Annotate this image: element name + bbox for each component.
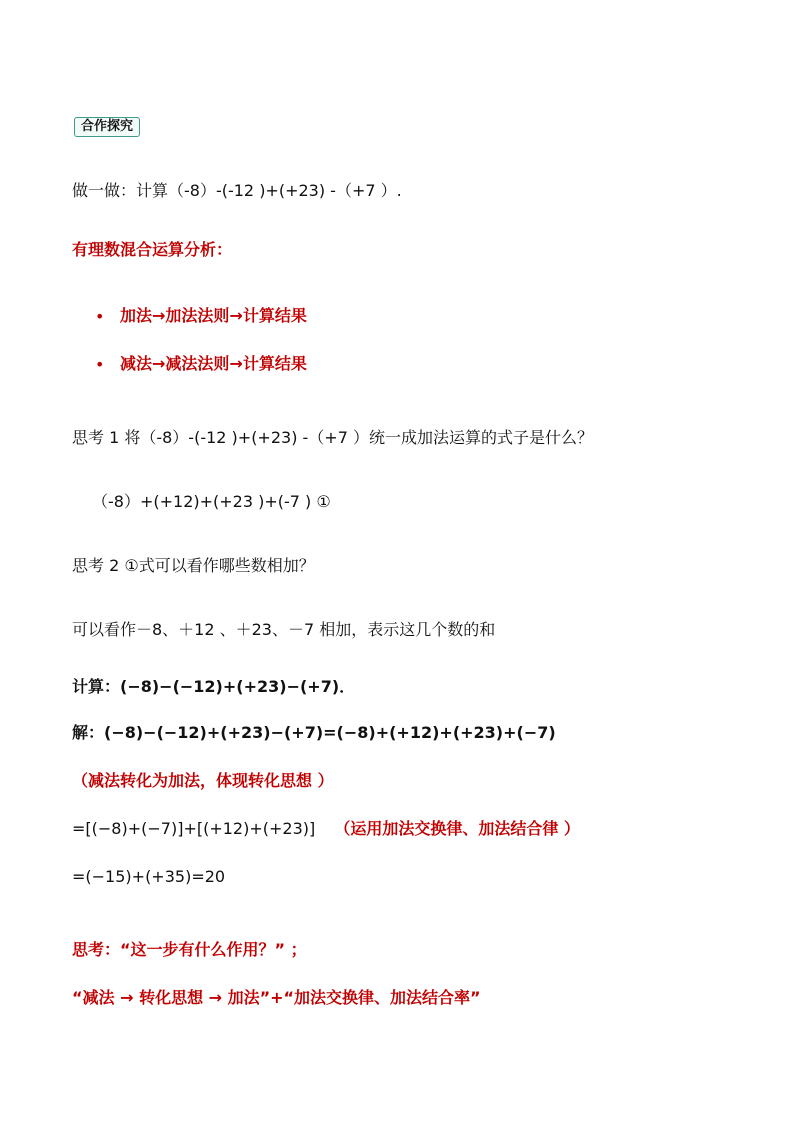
step-2 bbox=[72, 818, 580, 840]
calculation-label: 计算：(−8)−(−12)+(+23)−(+7)． bbox=[72, 677, 356, 696]
summary-line: “减法 → 转化思想 → 加法”+“加法交换律、加法结合率” bbox=[72, 988, 481, 1007]
answer-2: 可以看作－8、＋12 、＋23、－7 相加，表示这几个数的和 bbox=[72, 620, 496, 639]
note-conversion: （减法转化为加法，体现转化思想 ） bbox=[72, 771, 334, 790]
think-1: 思考 1 将（-8）-(-12 )+(+23) -（+7 ）统一成加法运算的式子是什么？ bbox=[72, 428, 593, 447]
step-3: =(−15)+(+35)=20 bbox=[72, 867, 226, 886]
bullet-dot: • bbox=[95, 355, 105, 374]
section-badge: 合作探究 bbox=[74, 117, 140, 137]
bullet-item-subtraction: 减法→减法法则→计算结果 bbox=[120, 354, 307, 373]
intro-text: 做一做：计算（-8）-(-12 )+(+23) -（+7 ）. bbox=[72, 181, 402, 200]
step-2-expression: =[(−8)+(−7)]+[(+12)+(+23)] bbox=[72, 819, 316, 838]
think-3: 思考：“这一步有什么作用？” ； bbox=[72, 940, 307, 959]
step-2-note: （运用加法交换律、加法结合律 ） bbox=[334, 819, 580, 838]
analysis-title: 有理数混合运算分析： bbox=[72, 240, 233, 259]
think-2: 思考 2 ①式可以看作哪些数相加？ bbox=[72, 556, 315, 575]
bullet-dot: • bbox=[95, 307, 105, 326]
expression-1: （-8）+(+12)+(+23 )+(-7 ) ① bbox=[92, 492, 331, 511]
bullet-item-addition: 加法→加法法则→计算结果 bbox=[120, 306, 307, 325]
solution-line: 解：(−8)−(−12)+(+23)−(+7)=(−8)+(+12)+(+23)+(−7) bbox=[72, 723, 556, 742]
